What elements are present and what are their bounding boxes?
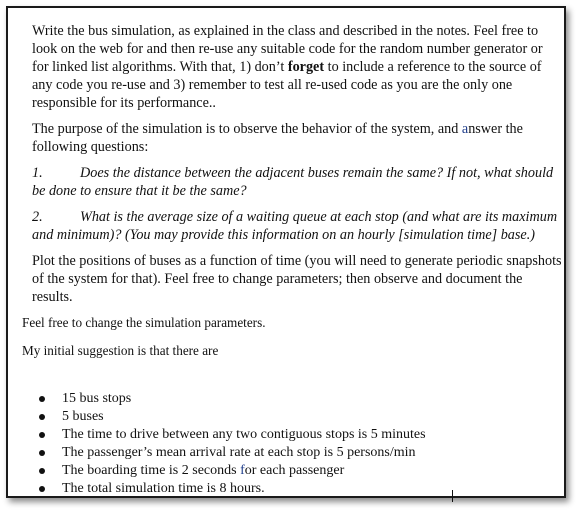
parameter-list bbox=[36, 390, 426, 498]
suggestion-text: My initial suggestion is that there are bbox=[22, 343, 219, 358]
list-item: The time to drive between any two contiguous stops is 5 minutes bbox=[36, 426, 426, 444]
list-item: The total simulation time is 8 hours. bbox=[36, 480, 426, 498]
purpose-highlight: a bbox=[461, 121, 469, 137]
list-item: The passenger’s mean arrival rate at each stop is 5 persons/min bbox=[36, 444, 426, 462]
text-cursor bbox=[452, 490, 453, 502]
purpose-text-1: The purpose of the simulation is to observe the behavior of the system, and bbox=[32, 121, 462, 137]
plot-paragraph: Plot the positions of buses as a function of time (you will need to generate periodic snapshots of the system for that). Feel free to change parameters; then observe and document the results. bbox=[32, 253, 562, 305]
question-1-text: Does the distance between the adjacent buses remain the same? If not, what should be done to ensure that it be the same? bbox=[32, 165, 554, 199]
question-2-text: What is the average size of a waiting queue at each stop (and what are its maximum and minimum)? (You may provide this information on an hourly [simulation time] base.) bbox=[32, 209, 558, 243]
question-2-number: 2. bbox=[32, 209, 43, 225]
bullet-5-highlight: f bbox=[240, 463, 245, 478]
intro-paragraph bbox=[32, 22, 562, 112]
bullet-5-text-2: or each passenger bbox=[244, 463, 345, 478]
list-item: 5 buses bbox=[36, 408, 426, 426]
question-1-number: 1. bbox=[32, 165, 43, 181]
bullet-5-text-1: The boarding time is 2 seconds bbox=[62, 463, 241, 478]
change-params-text: Feel free to change the simulation parameters. bbox=[22, 315, 266, 330]
intro-bold-word: forget bbox=[287, 59, 325, 75]
assignment-box bbox=[32, 22, 562, 314]
intro-text-2: to include a reference to the source of any code you re-use and 3) remember to test all re-used code as you are the only one responsible for its performance.. bbox=[32, 59, 542, 111]
purpose-text-2: nswer the following questions: bbox=[32, 121, 523, 155]
document-frame bbox=[6, 6, 566, 498]
list-item bbox=[36, 462, 426, 480]
intro-text-1: Write the bus simulation, as explained in the class and described in the notes. Feel free to look on the web for and then re-use any suitable code for the random number generator or for linked list algorithms. With that, 1) don’t bbox=[32, 23, 543, 75]
purpose-paragraph bbox=[32, 120, 562, 156]
question-1 bbox=[32, 164, 562, 200]
list-item: 15 bus stops bbox=[36, 390, 426, 408]
question-2 bbox=[32, 208, 562, 244]
